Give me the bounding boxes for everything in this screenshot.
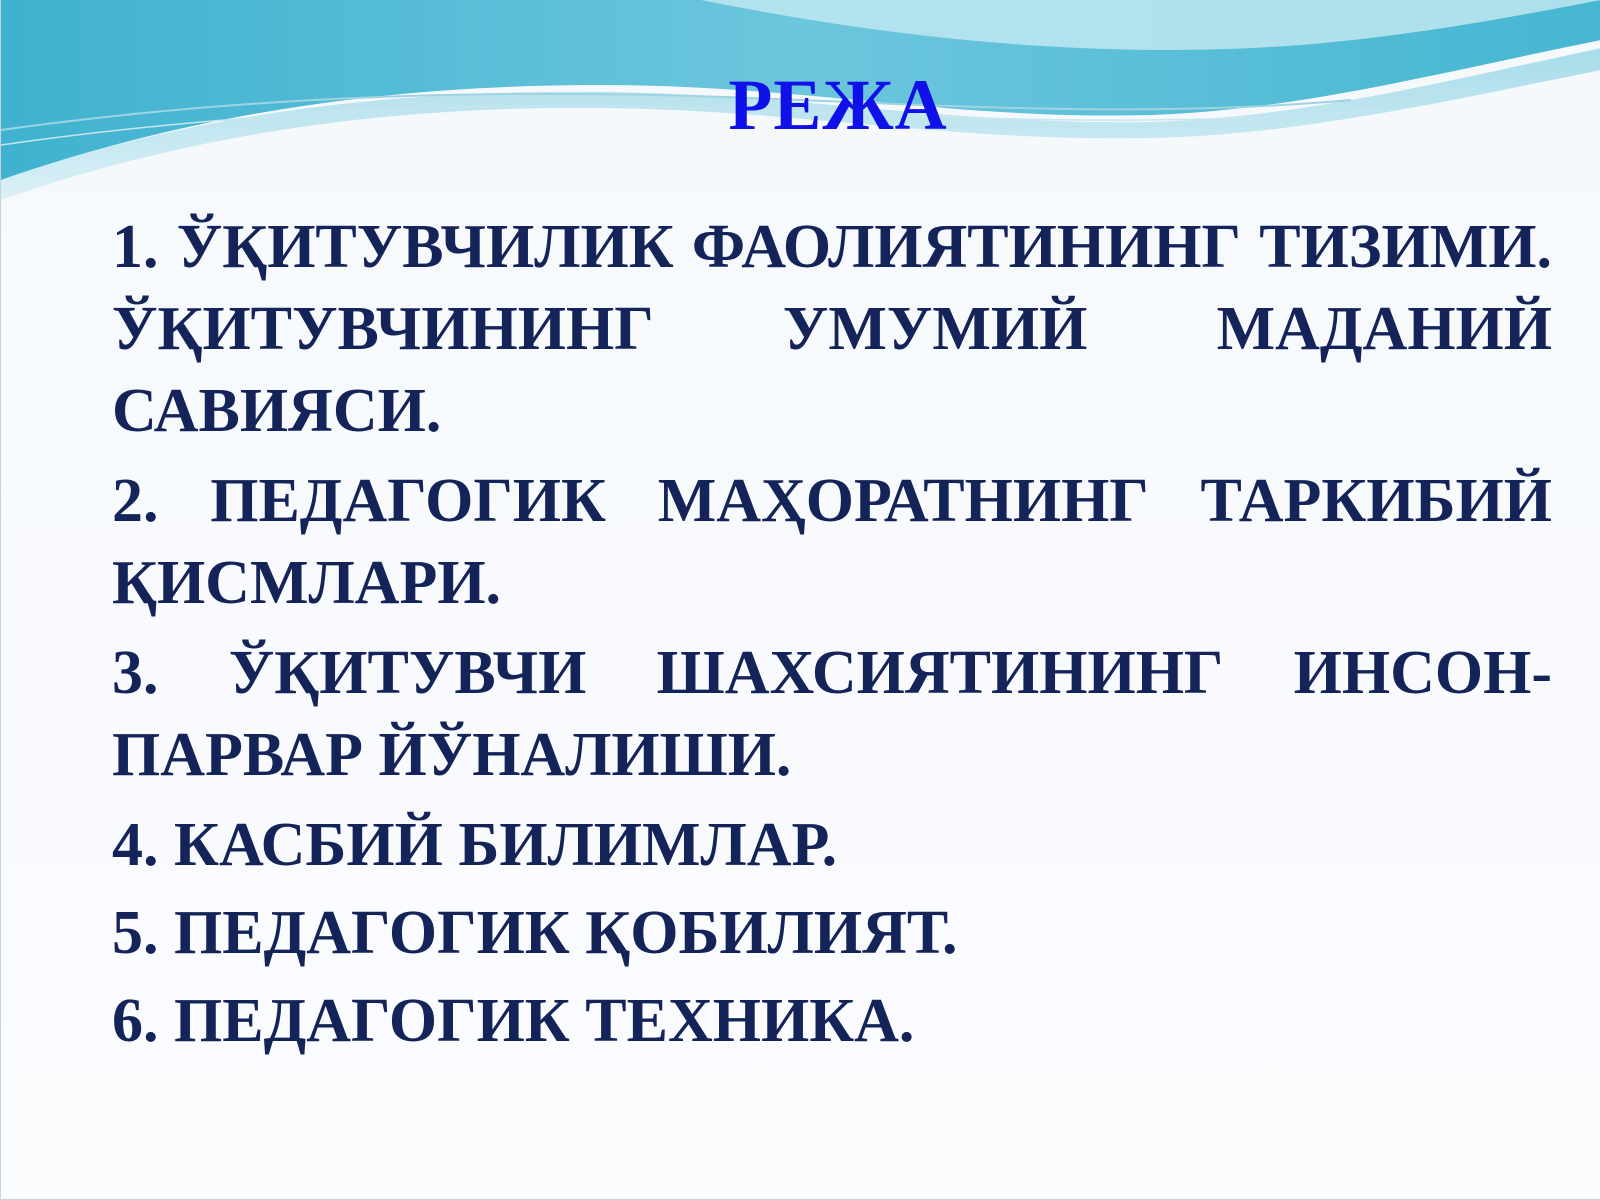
plan-item-1: 1. ЎҚИТУВЧИЛИК ФАОЛИЯТИНИНГ ТИЗИМИ. ЎҚИТУВЧИНИНГ УМУМИЙ МАДАНИЙ САВИЯСИ. xyxy=(112,213,1552,445)
plan-list xyxy=(112,206,1552,1068)
plan-item-4: 4. КАСБИЙ БИЛИМЛАР. xyxy=(112,811,838,879)
plan-item-3: 3. ЎҚИТУВЧИ ШАХСИЯТИНИНГ ИНСОН-ПАРВАР ЙЎНАЛИШИ. xyxy=(112,639,1552,789)
plan-item-5: 5. ПЕДАГОГИК ҚОБИЛИЯТ. xyxy=(112,899,958,967)
slide-title: РЕЖА xyxy=(728,65,948,145)
plan-item-2: 2. ПЕДАГОГИК МАҲОРАТНИНГ ТАРКИБИЙ ҚИСМЛАРИ. xyxy=(112,467,1552,617)
plan-item-6: 6. ПЕДАГОГИК ТЕХНИКА. xyxy=(112,987,915,1055)
